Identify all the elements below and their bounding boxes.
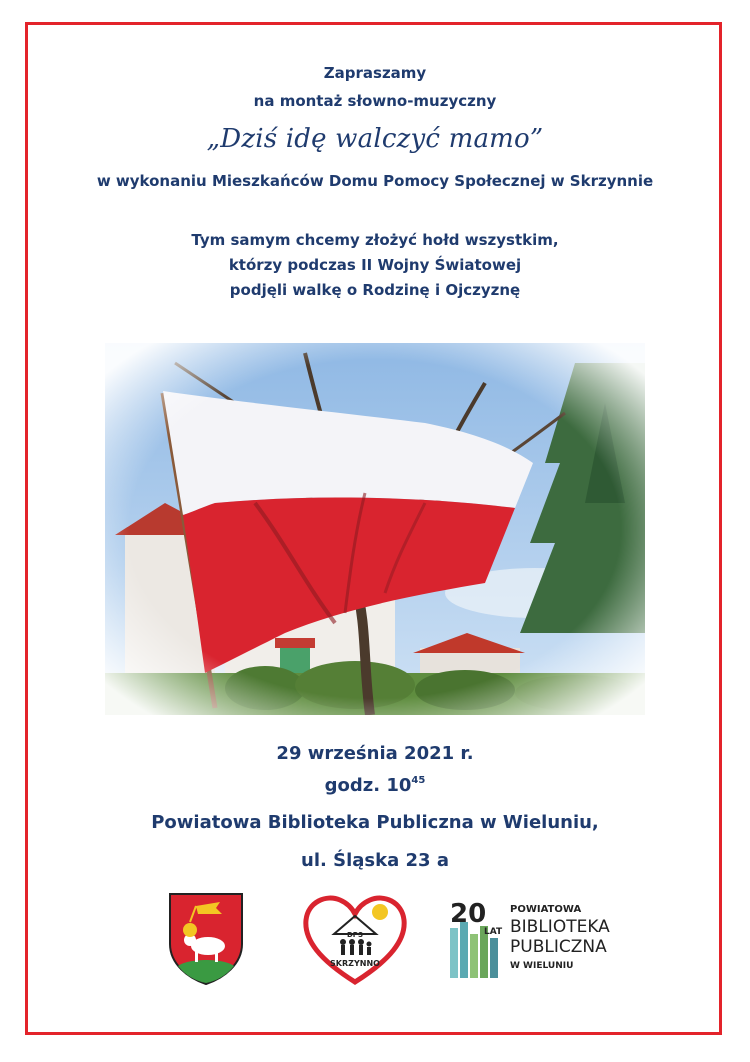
library-logo-line-3: PUBLICZNA <box>510 937 607 957</box>
performers-text: w wykonaniu Mieszkańców Domu Pomocy Społecznej w Skrzynnie <box>96 172 654 190</box>
library-logo-line-1: POWIATOWA <box>510 904 582 915</box>
event-date: 29 września 2021 r. <box>276 743 474 764</box>
event-place: Powiatowa Biblioteka Publiczna w Wieluniu, <box>151 812 599 833</box>
flag-photo <box>105 343 645 715</box>
tribute-line-2: którzy podczas II Wojny Światowej <box>228 256 522 274</box>
event-time-hour: godz. 10 <box>324 775 412 796</box>
flag-photo-illustration <box>105 343 645 715</box>
dps-logo-top-text: DPS <box>347 931 363 939</box>
library-logo-line-2: BIBLIOTEKA <box>510 917 610 937</box>
event-time <box>0 775 750 796</box>
event-type-text: na montaż słowno-muzyczny <box>253 92 497 110</box>
invite-text: Zapraszamy <box>323 64 427 82</box>
wielun-coat-of-arms-logo <box>168 892 244 986</box>
library-logo-line-4: W WIELUNIU <box>510 961 574 971</box>
dps-logo-bottom-text: SKRZYNNO <box>330 959 380 968</box>
event-title: „Dziś idę walczyć mamo” <box>206 124 544 154</box>
dps-skrzynno-logo <box>300 890 410 986</box>
library-20-years-logo <box>448 898 628 988</box>
event-time-minutes: 45 <box>411 775 426 786</box>
tribute-line-1: Tym samym chcemy złożyć hołd wszystkim, <box>191 231 559 249</box>
library-logo-number: 20 <box>450 899 487 929</box>
logos-row <box>0 886 750 996</box>
event-address: ul. Śląska 23 a <box>301 850 449 871</box>
tribute-line-3: podjęli walkę o Rodzinę i Ojczyznę <box>229 281 521 299</box>
library-logo-lat: LAT <box>484 927 503 937</box>
